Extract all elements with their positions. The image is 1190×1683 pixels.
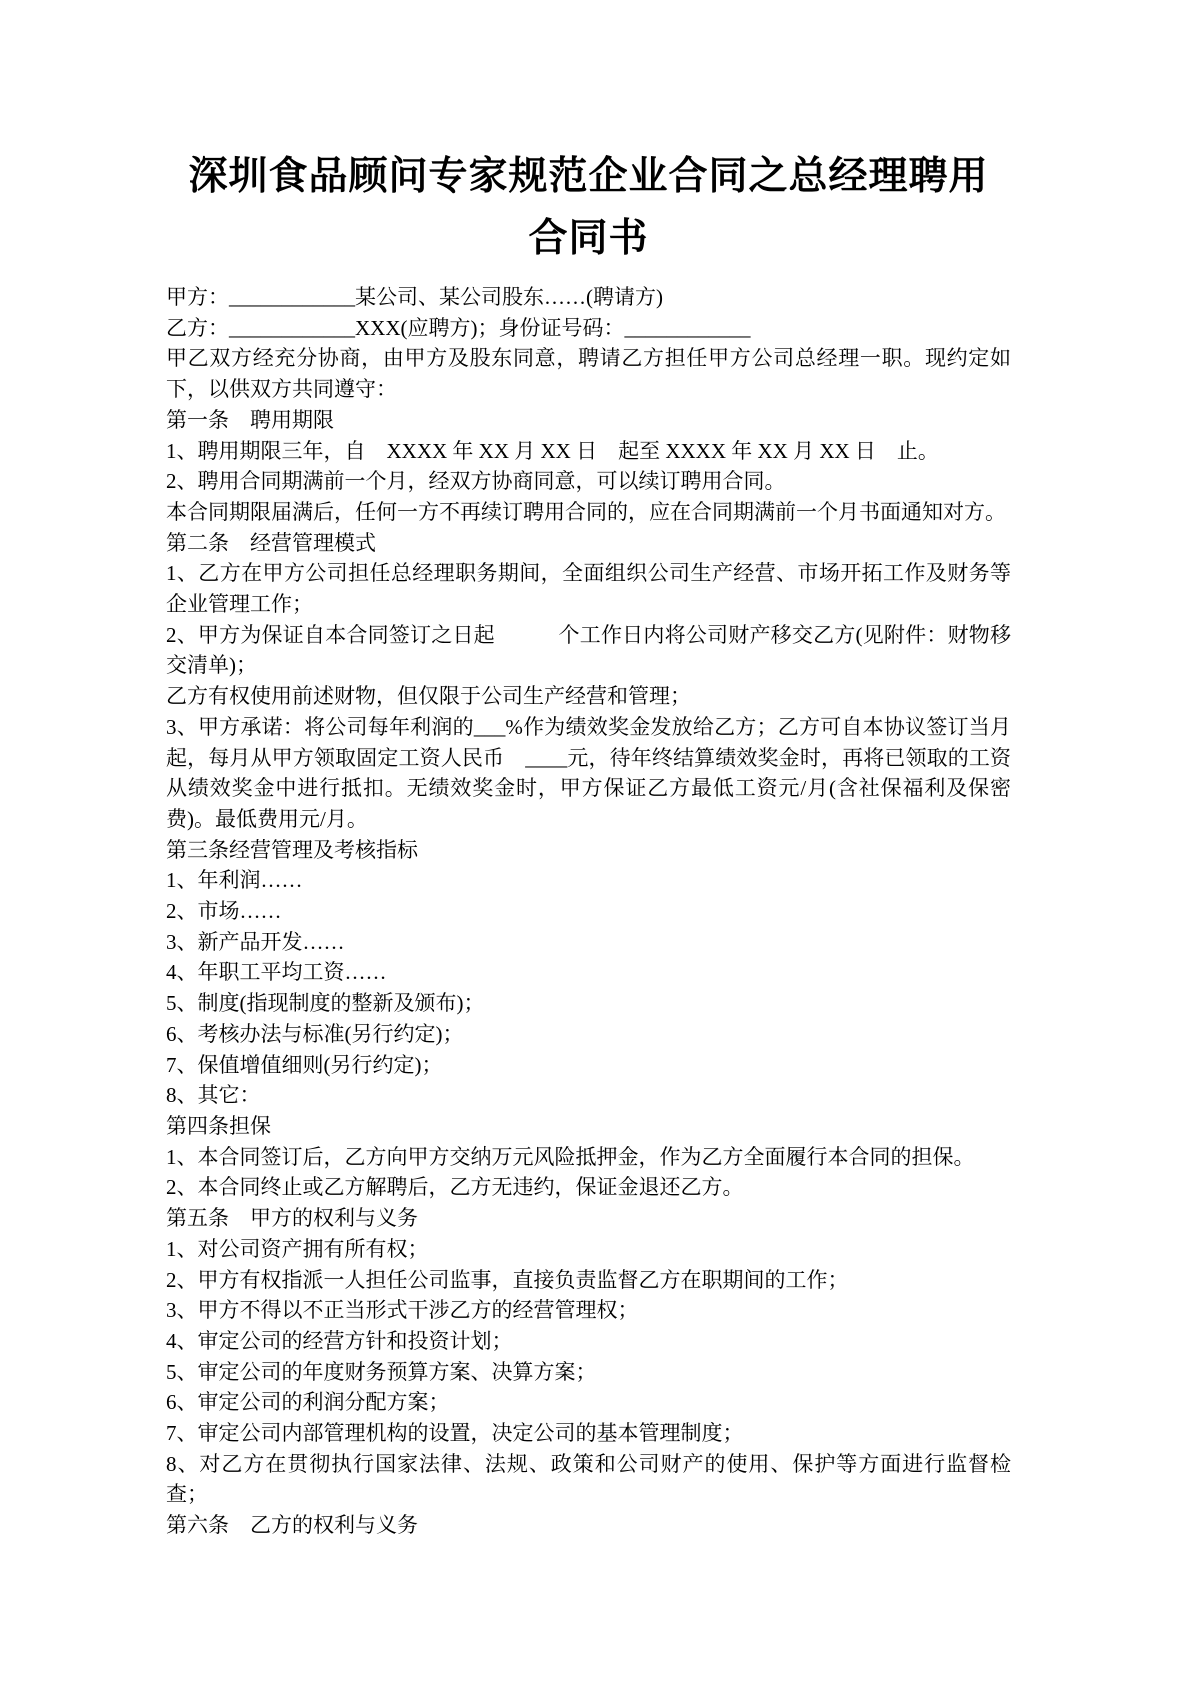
clause-3-item-8: 8、其它：: [166, 1083, 261, 1108]
preamble: 甲乙双方经充分协商，由甲方及股东同意，聘请乙方担任甲方公司总经理一职。现约定如下，以供双方共同遵守：: [166, 346, 1011, 402]
clause-5-heading: 第五条 甲方的权利与义务: [166, 1206, 418, 1231]
clause-5-item-8: 8、对乙方在贯彻执行国家法律、法规、政策和公司财产的使用、保护等方面进行监督检查；: [166, 1451, 1011, 1507]
document-body: [166, 282, 1011, 1541]
clause-2-item-1: 1、乙方在甲方公司担任总经理职务期间，全面组织公司生产经营、市场开拓工作及财务等企业管理工作；: [166, 561, 1011, 617]
clause-5-item-4: 4、审定公司的经营方针和投资计划；: [166, 1328, 513, 1353]
clause-5-item-1: 1、对公司资产拥有所有权；: [166, 1236, 429, 1261]
clause-1-note: 本合同期限届满后，任何一方不再续订聘用合同的，应在合同期满前一个月书面通知对方。: [166, 499, 1006, 524]
clause-3-heading: 第三条经营管理及考核指标: [166, 837, 418, 862]
clause-2-item-2: 2、甲方为保证自本合同签订之日起 个工作日内将公司财产移交乙方(见附件：财物移交清单)；: [166, 622, 1011, 678]
clause-3-item-4: 4、年职工平均工资……: [166, 960, 387, 985]
document-title-line2: 合同书: [528, 217, 649, 260]
clause-3-item-6: 6、考核办法与标准(另行约定)；: [166, 1021, 464, 1046]
clause-5-item-2: 2、甲方有权指派一人担任公司监事，直接负责监督乙方在职期间的工作；: [166, 1267, 849, 1292]
clause-1-item-1: 1、聘用期限三年，自 XXXX 年 XX 月 XX 日 起至 XXXX 年 XX 月 XX 日 止。: [166, 438, 939, 463]
clause-1-heading: 第一条 聘用期限: [166, 407, 334, 432]
party-a-line: 甲方：____________某公司、某公司股东……(聘请方): [166, 285, 663, 309]
clause-3-item-3: 3、新产品开发……: [166, 929, 345, 954]
clause-2-note: 乙方有权使用前述财物，但仅限于公司生产经营和管理；: [166, 684, 691, 709]
clause-4-heading: 第四条担保: [166, 1113, 271, 1138]
clause-1-item-2: 2、聘用合同期满前一个月，经双方协商同意，可以续订聘用合同。: [166, 469, 786, 494]
party-b-line: 乙方：____________XXX(应聘方)；身份证号码：____________: [166, 315, 751, 340]
clause-3-item-2: 2、市场……: [166, 899, 282, 924]
clause-6-heading: 第六条 乙方的权利与义务: [166, 1513, 418, 1538]
clause-2-heading: 第二条 经营管理模式: [166, 530, 376, 555]
clause-2-item-3: 3、甲方承诺：将公司每年利润的___%作为绩效奖金发放给乙方；乙方可自本协议签订当月起，每月从甲方领取固定工资人民币 ____元，待年终结算绩效奖金时，再将已领取的工资从绩效奖金中进行抵扣。无绩效奖金时，甲方保证乙方最低工资元/月(含社保福利及保密费)。最低费用元/月。: [166, 714, 1011, 831]
clause-5-item-7: 7、审定公司内部管理机构的设置，决定公司的基本管理制度；: [166, 1421, 744, 1446]
clause-5-item-6: 6、审定公司的利润分配方案；: [166, 1390, 450, 1415]
document-title: [166, 146, 1011, 270]
clause-3-item-7: 7、保值增值细则(另行约定)；: [166, 1052, 443, 1077]
clause-3-item-1: 1、年利润……: [166, 868, 303, 893]
document-title-line1: 深圳食品顾问专家规范企业合同之总经理聘用: [188, 155, 989, 198]
clause-4-item-2: 2、本合同终止或乙方解聘后，乙方无违约，保证金退还乙方。: [166, 1175, 744, 1200]
clause-5-item-3: 3、甲方不得以不正当形式干涉乙方的经营管理权；: [166, 1298, 639, 1323]
clause-5-item-5: 5、审定公司的年度财务预算方案、决算方案；: [166, 1359, 597, 1384]
clause-4-item-1: 1、本合同签订后，乙方向甲方交纳万元风险抵押金，作为乙方全面履行本合同的担保。: [166, 1144, 975, 1169]
clause-3-item-5: 5、制度(指现制度的整新及颁布)；: [166, 991, 485, 1016]
